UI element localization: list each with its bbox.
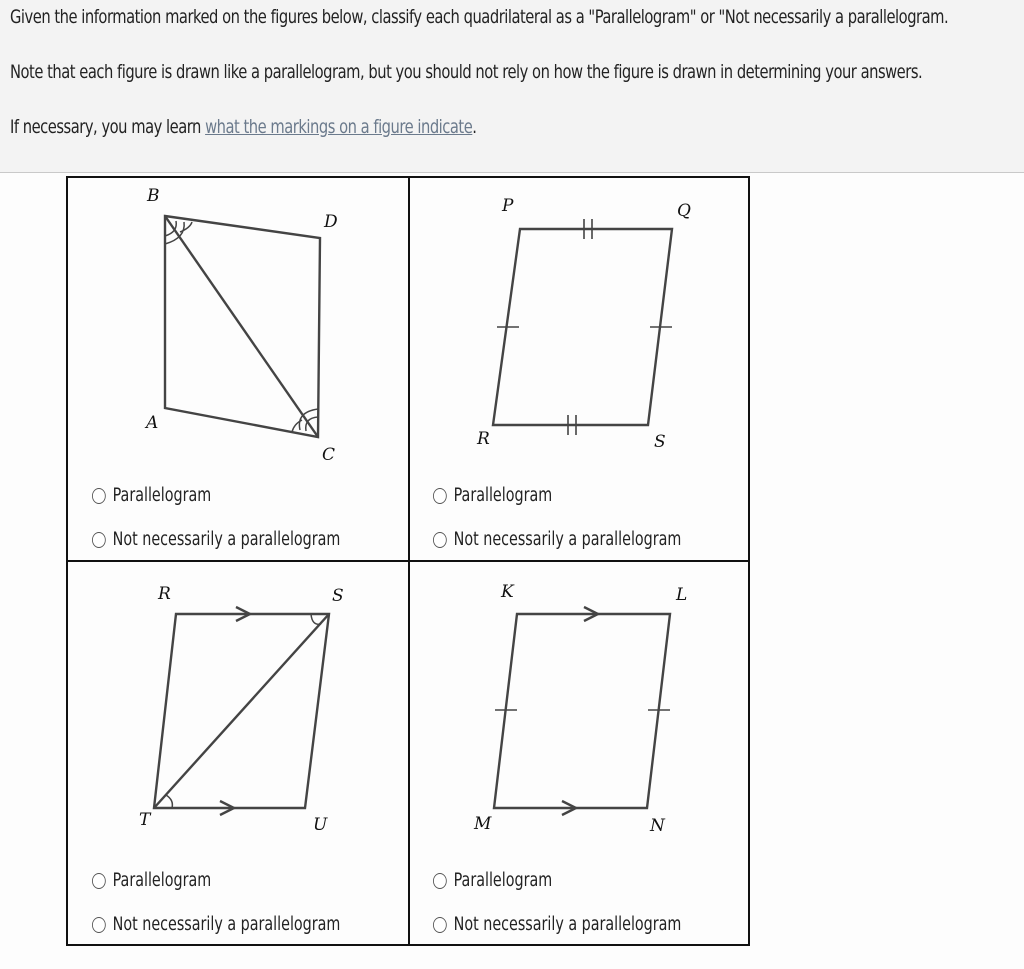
markings-help-link[interactable]: what the markings on a figure indicate xyxy=(205,116,473,138)
instructions-header xyxy=(0,0,1024,173)
radio-button[interactable] xyxy=(433,917,447,933)
figure-3-option-not-necessarily[interactable] xyxy=(92,914,340,935)
figure-4-label-top-left: K xyxy=(501,582,514,602)
radio-button[interactable] xyxy=(92,488,106,504)
figure-4-label-top-right: L xyxy=(676,585,688,605)
option-label: Parallelogram xyxy=(112,870,212,891)
instruction-line-3 xyxy=(10,116,477,138)
figure-1-option-parallelogram[interactable] xyxy=(92,485,211,506)
figure-3-option-parallelogram[interactable] xyxy=(92,870,211,891)
figure-1-label-top-left: B xyxy=(147,186,160,206)
instruction-line-3-prefix: If necessary, you may learn xyxy=(10,116,206,138)
instruction-line-1: Given the information marked on the figures below, classify each quadrilateral as a "Parallelogram" or "Not necessarily a parallelogram. xyxy=(10,6,949,28)
radio-button[interactable] xyxy=(92,917,106,933)
radio-button[interactable] xyxy=(433,873,447,889)
radio-button[interactable] xyxy=(92,532,106,548)
option-label: Not necessarily a parallelogram xyxy=(453,529,682,550)
figure-2-option-not-necessarily[interactable] xyxy=(433,529,681,550)
figure-2-label-bottom-left: R xyxy=(477,429,490,449)
figure-2-label-bottom-right: S xyxy=(654,432,666,452)
figure-3-label-bottom-left: T xyxy=(139,810,151,830)
radio-button[interactable] xyxy=(433,488,447,504)
figure-4-label-bottom-right: N xyxy=(650,816,665,836)
figure-3-label-top-right: S xyxy=(332,586,344,606)
figure-2-option-parallelogram[interactable] xyxy=(433,485,552,506)
grid-horizontal-divider xyxy=(66,560,750,562)
figure-1-option-not-necessarily[interactable] xyxy=(92,529,340,550)
figure-2-label-top-right: Q xyxy=(677,201,691,221)
figure-1-label-bottom-right: C xyxy=(322,445,336,465)
figure-1-label-bottom-left: A xyxy=(146,413,159,433)
radio-button[interactable] xyxy=(433,532,447,548)
radio-button[interactable] xyxy=(92,873,106,889)
instruction-line-2: Note that each figure is drawn like a parallelogram, but you should not rely on how the figure is drawn in determining your answers. xyxy=(10,61,923,83)
figure-4-option-not-necessarily[interactable] xyxy=(433,914,681,935)
option-label: Parallelogram xyxy=(453,870,553,891)
option-label: Not necessarily a parallelogram xyxy=(112,529,341,550)
figure-2-label-top-left: P xyxy=(502,196,514,216)
figure-3-label-top-left: R xyxy=(158,584,171,604)
option-label: Parallelogram xyxy=(112,485,212,506)
figure-1-label-top-right: D xyxy=(324,212,338,232)
option-label: Not necessarily a parallelogram xyxy=(112,914,341,935)
option-label: Not necessarily a parallelogram xyxy=(453,914,682,935)
figure-4-label-bottom-left: M xyxy=(474,814,492,834)
option-label: Parallelogram xyxy=(453,485,553,506)
instruction-line-3-suffix: . xyxy=(472,116,477,138)
figure-4-option-parallelogram[interactable] xyxy=(433,870,552,891)
figure-3-label-bottom-right: U xyxy=(313,815,328,835)
